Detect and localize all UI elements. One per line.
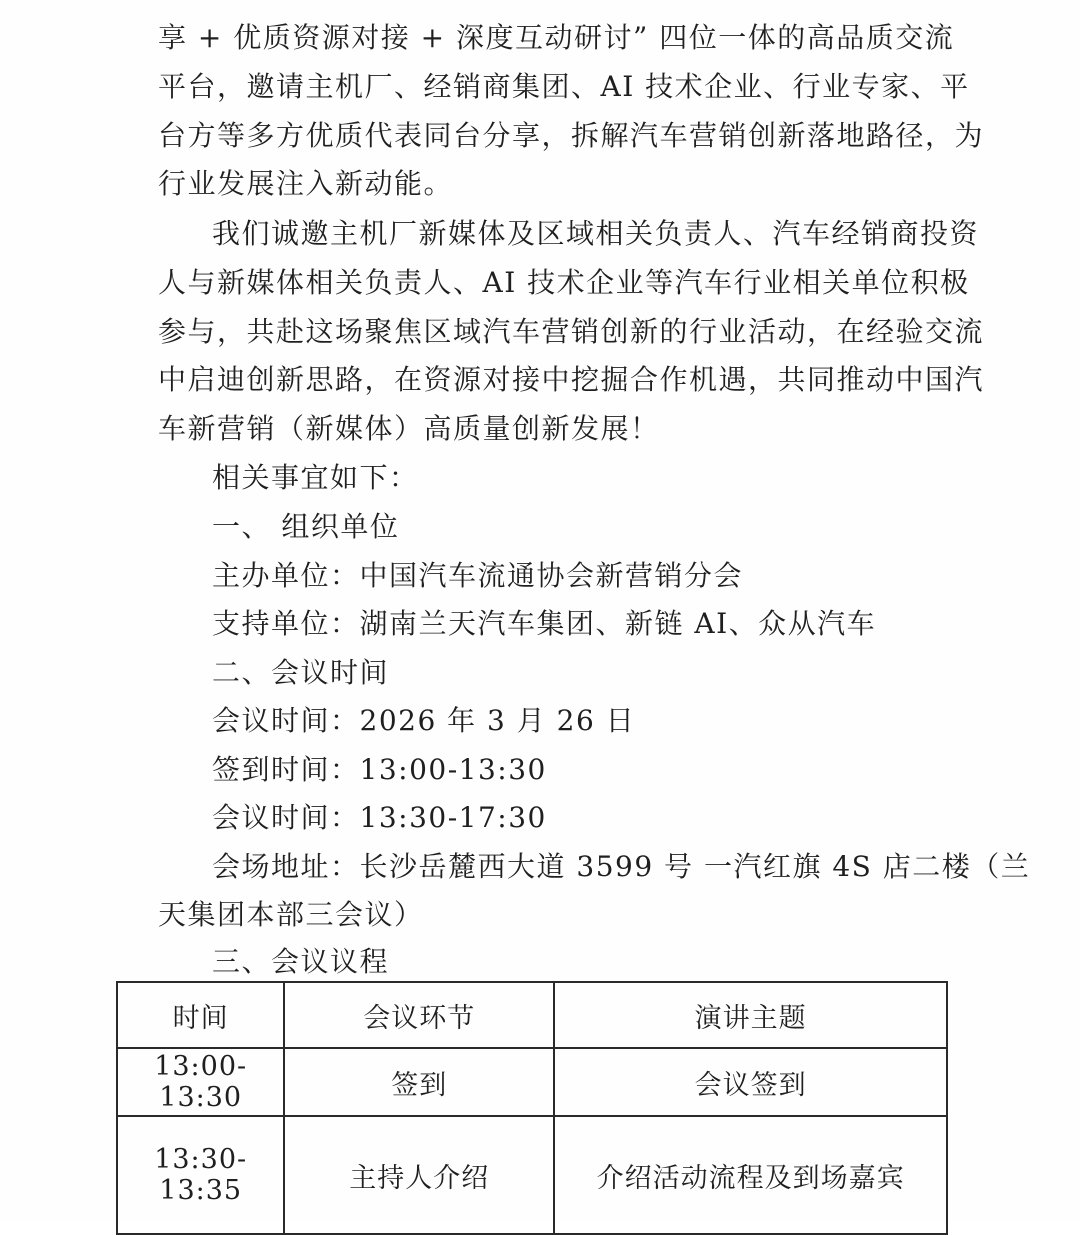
section-1-heading: 一、 组织单位 — [212, 510, 400, 543]
intro-line: 台方等多方优质代表同台分享，拆解汽车营销创新落地路径，为 — [158, 118, 985, 152]
invitation-line: 参与，共赴这场聚焦区域汽车营销创新的行业活动，在经验交流 — [158, 314, 985, 348]
matters-heading: 相关事宜如下： — [212, 461, 419, 494]
section-3-heading: 三、会议议程 — [212, 945, 390, 978]
header-topic: 演讲主题 — [554, 982, 947, 1048]
cell-topic: 介绍活动流程及到场嘉宾 — [554, 1116, 947, 1234]
cell-time: 13:00-13:30 — [117, 1048, 284, 1116]
header-session: 会议环节 — [284, 982, 554, 1048]
cell-session: 主持人介绍 — [284, 1116, 554, 1234]
meeting-time: 会议时间：13:30-17:30 — [212, 801, 547, 834]
venue-address-line-1: 会场地址：长沙岳麓西大道 3599 号 一汽红旗 4S 店二楼（兰 — [212, 850, 1031, 883]
intro-line: 平台，邀请主机厂、经销商集团、AI 技术企业、行业专家、平 — [158, 69, 970, 103]
host-organization: 主办单位：中国汽车流通协会新营销分会 — [212, 559, 744, 592]
venue-address-line-2: 天集团本部三会议） — [158, 898, 424, 931]
invitation-line: 人与新媒体相关负责人、AI 技术企业等汽车行业相关单位积极 — [158, 265, 970, 299]
cell-time: 13:30-13:35 — [117, 1116, 284, 1234]
invitation-line: 中启迪创新思路，在资源对接中挖掘合作机遇，共同推动中国汽 — [158, 363, 985, 397]
invitation-paragraph — [158, 210, 985, 454]
checkin-time: 签到时间：13:00-13:30 — [212, 753, 547, 786]
meeting-date: 会议时间：2026 年 3 月 26 日 — [212, 704, 636, 737]
intro-line: 享 + 优质资源对接 + 深度互动研讨” 四位一体的高品质交流 — [158, 21, 955, 54]
section-2-heading: 二、会议时间 — [212, 656, 390, 689]
invitation-line: 我们诚邀主机厂新媒体及区域相关负责人、汽车经销商投资 — [212, 217, 980, 250]
intro-line: 行业发展注入新动能。 — [158, 167, 454, 201]
support-organization: 支持单位：湖南兰天汽车集团、新链 AI、众从汽车 — [212, 607, 877, 640]
intro-paragraph — [158, 14, 985, 209]
table-row — [117, 1116, 947, 1234]
agenda-header-row — [117, 982, 947, 1048]
agenda-table — [116, 981, 948, 1235]
table-row — [117, 1048, 947, 1116]
invitation-line: 车新营销（新媒体）高质量创新发展！ — [158, 412, 660, 446]
header-time: 时间 — [117, 982, 284, 1048]
cell-session: 签到 — [284, 1048, 554, 1116]
cell-topic: 会议签到 — [554, 1048, 947, 1116]
